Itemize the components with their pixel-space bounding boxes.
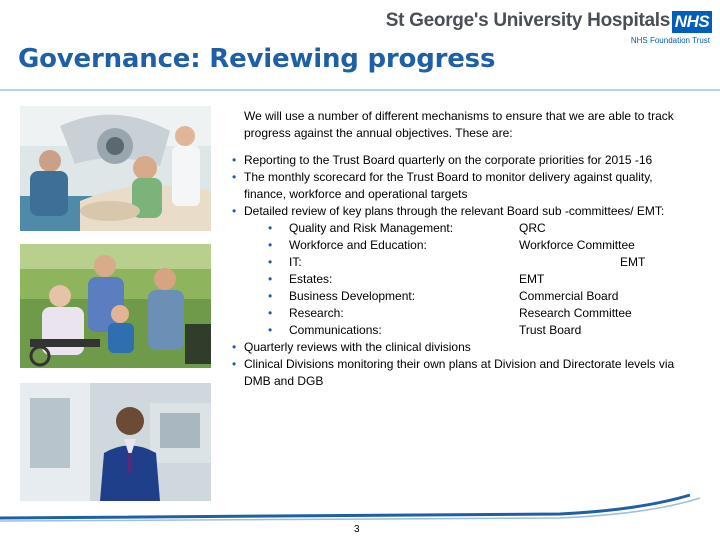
committee-area: Research: (289, 306, 344, 320)
bullet-divisions-monitoring (232, 356, 692, 390)
bullet-board-reporting (232, 152, 692, 169)
committee-body: QRC (519, 221, 546, 235)
committee-body: Trust Board (519, 323, 582, 337)
committee-row (232, 254, 692, 271)
committee-row (232, 288, 692, 305)
photo-radiotherapy-patient (20, 106, 211, 231)
bullet-glyph: • (232, 170, 237, 184)
bullet-quarterly-reviews (232, 339, 692, 356)
bullet-glyph: • (232, 153, 237, 167)
committee-row (232, 237, 692, 254)
photo-nurse-ward (20, 383, 211, 501)
bullet-detailed-review (232, 203, 692, 220)
bullet-glyph: • (232, 340, 237, 354)
sub-bullet-glyph: • (268, 323, 273, 337)
sub-bullet-glyph: • (268, 306, 273, 320)
title-divider (0, 89, 720, 91)
sub-bullet-glyph: • (268, 272, 273, 286)
photo-family-park (20, 244, 211, 368)
bullet-monthly-scorecard (232, 169, 692, 203)
committee-area: IT: (289, 255, 302, 269)
sub-bullet-glyph: • (268, 221, 273, 235)
bullet-text: Detailed review of key plans through the relevant Board sub -committees/ EMT: (244, 204, 665, 218)
logo-name: St George's University Hospitals (385, 10, 670, 31)
committee-body: EMT (519, 272, 545, 286)
bullet-text: Clinical Divisions monitoring their own plans at Division and Directorate levels via DMB and DGB (244, 357, 675, 388)
bullet-list (232, 152, 692, 390)
sub-bullet-glyph: • (268, 289, 273, 303)
committee-body: Research Committee (519, 306, 632, 320)
committee-area: Quality and Risk Management: (289, 221, 454, 235)
bullet-glyph: • (232, 204, 237, 218)
bullet-text: The monthly scorecard for the Trust Board to monitor delivery against quality, finance, workforce and operational targets (244, 170, 653, 201)
committee-area: Communications: (289, 323, 382, 337)
nhs-logo-badge: NHS (672, 11, 712, 33)
trust-logo (385, 8, 712, 48)
footer-swoosh (0, 490, 720, 540)
committee-area: Workforce and Education: (289, 238, 427, 252)
logo-subtitle: NHS Foundation Trust (630, 36, 710, 45)
bullet-text: Quarterly reviews with the clinical divisions (244, 340, 471, 354)
committee-row (232, 220, 692, 237)
content-area (232, 108, 692, 390)
committee-row (232, 271, 692, 288)
page-title: Governance: Reviewing progress (18, 44, 496, 74)
sub-bullet-glyph: • (268, 238, 273, 252)
bullet-glyph: • (232, 357, 237, 371)
committee-body: Workforce Committee (519, 238, 635, 252)
bullet-text: Reporting to the Trust Board quarterly on the corporate priorities for 2015 -16 (244, 153, 653, 167)
sub-bullet-glyph: • (268, 255, 273, 269)
committee-body: EMT (620, 255, 646, 269)
committee-body: Commercial Board (519, 289, 619, 303)
committee-row (232, 305, 692, 322)
page-number: 3 (354, 524, 360, 535)
committee-area: Business Development: (289, 289, 416, 303)
committee-area: Estates: (289, 272, 333, 286)
committee-row (232, 322, 692, 339)
intro-text: We will use a number of different mechanisms to ensure that we are able to track progress against the annual objectives. These are: (244, 109, 674, 140)
